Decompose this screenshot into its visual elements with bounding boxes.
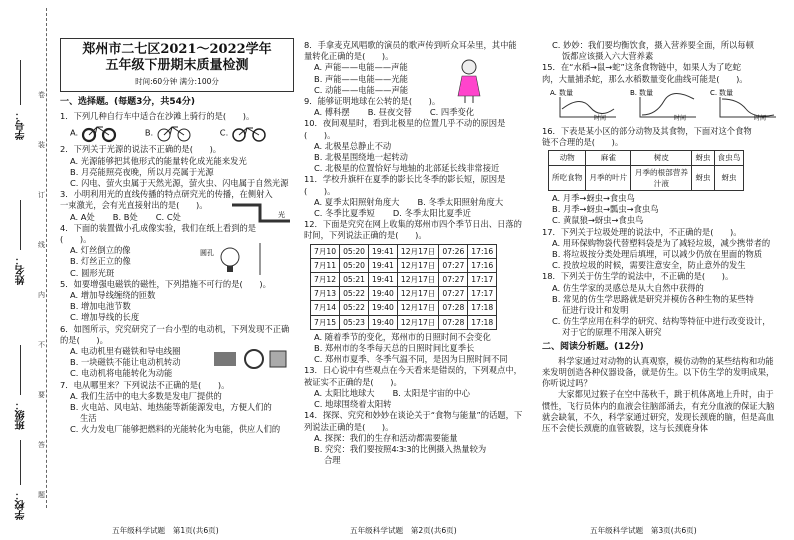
question-stem: 11．学校升旗杆在夏季的影长比冬季的影长短，原因是( )。 [304, 174, 506, 196]
food-table [548, 150, 744, 191]
binding-char: 线 [38, 241, 45, 249]
table-cell: 食虫鸟 [714, 151, 744, 165]
question-stem: ( )。 [304, 129, 336, 140]
question-stem: 14．探探、究究和妙妙在谈论关于“食物与能量”的话题，下 [304, 410, 523, 421]
graph-option-a[interactable] [550, 87, 620, 124]
option-b[interactable]: B. 究究：我们要按照4∶3∶3的比例摄入热量较为 [314, 443, 487, 454]
question-stem: 15．在“水稻→鼠→蛇”这条食物链中，如果人为了吃蛇 [542, 62, 741, 73]
binding-char: 题 [38, 491, 45, 499]
option-b-cont: 合理 [324, 455, 341, 466]
binding-char: 要 [38, 391, 45, 399]
bicycle-icon [231, 123, 267, 143]
svg-text:数量: 数量 [719, 88, 733, 97]
question-stem: 8．手拿麦克风唱歌的演员的歌声传到听众耳朵里，其中能 [304, 40, 517, 50]
table-cell: 12月17日 [397, 258, 439, 272]
table-cell: 19:40 [368, 315, 397, 329]
option-c[interactable]: C. 火力发电厂能够把燃料的光能转化为电能，供应人们的 [70, 424, 281, 435]
class-line[interactable] [20, 345, 21, 395]
question-1 [60, 111, 292, 144]
option-c[interactable]: C. 北极星的位置恰好与地轴的北部延长线非常接近 [314, 163, 500, 174]
graph-option-b[interactable] [630, 87, 700, 124]
table-cell: 树皮 [631, 151, 692, 165]
option-a[interactable]: A. 用环保购物袋代替塑料袋是为了减轻垃圾，减少携带者的 [552, 237, 771, 248]
table-header-row [549, 151, 744, 165]
question-4 [60, 223, 292, 279]
table-cell: 07:27 [439, 258, 468, 272]
table-cell: 17:18 [468, 301, 497, 315]
exam-title-box [60, 38, 294, 92]
question-stem: 被证实不正确的是( )。 [304, 376, 402, 387]
table-cell: 月季的叶片 [586, 165, 631, 190]
option-c[interactable]: C. 闪电、萤火虫属于天然光源，萤火虫、闪电属于自然光源 [70, 178, 289, 189]
option-b-cont: 征进行设计和发明 [562, 305, 629, 316]
table-row [311, 315, 497, 329]
option-c[interactable]: C. 冬季比夏季短 [314, 208, 375, 219]
svg-text:数量: 数量 [559, 88, 573, 97]
option-a[interactable]: A. 电动机里有磁铁和导电线圈 [70, 346, 181, 357]
question-6 [60, 324, 292, 380]
cut-line [46, 8, 47, 508]
option-d[interactable]: D. 冬季太阳比夏季近 [392, 208, 471, 219]
question-stem: 13．日心说中有些观点在今天看来是错误的，下列观点中， [304, 365, 522, 376]
option-c[interactable]: C. [220, 123, 267, 143]
binding-strip [0, 0, 54, 540]
question-stem: 12．下面是究究在网上收集的郑州市四个季节日出、日落的 [304, 219, 522, 230]
option-b[interactable]: B. 北极星围绕地一起转动 [314, 152, 408, 163]
option-a[interactable]: A. 随着季节的变化，郑州市的日照时间不会变化 [314, 331, 491, 342]
option-a[interactable]: A. 傅科摆 [314, 107, 350, 118]
question-5 [60, 279, 292, 324]
table-cell: 12月17日 [397, 301, 439, 315]
table-row [549, 165, 744, 190]
bicycle-icon [81, 123, 117, 143]
table-cell: 12月17日 [397, 244, 439, 258]
table-cell: 07:27 [439, 273, 468, 287]
question-stem: 链不合理的是( )。 [542, 137, 624, 148]
exam-subtitle: 五年级下册期末质量检测 [105, 58, 249, 73]
option-c[interactable]: C. 动能——电能——声能 [314, 84, 409, 95]
option-b[interactable]: B. 昼夜交替 [367, 107, 412, 118]
table-cell: 17:16 [468, 258, 497, 272]
question-stem: 一束激光，会有光直接射出的是( )。 [60, 200, 208, 211]
question-11 [304, 174, 528, 219]
question-2 [60, 144, 292, 189]
option-b[interactable]: B. [145, 123, 192, 143]
option-b[interactable]: B. 将垃圾按分类处理后填埋，可以减少仍放在里面的物质 [552, 249, 763, 260]
question-18 [542, 271, 782, 338]
table-cell: 07:27 [439, 287, 468, 301]
option-a[interactable]: A. 增加导线缠绕的匝数 [70, 290, 156, 301]
table-cell: 19:41 [368, 244, 397, 258]
page-footer-1: 五年级科学试题 第1页(共6页) [112, 526, 219, 535]
table-cell: 05:22 [340, 287, 369, 301]
option-b[interactable]: B. 灯丝正立的像 [70, 256, 131, 267]
option-b[interactable]: B. 增加电池节数 [70, 301, 131, 312]
option-c-cont: 对于它的原理不用深入研究 [562, 327, 662, 338]
binding-char: 订 [38, 191, 45, 199]
table-cell: 12月17日 [397, 273, 439, 287]
question-10 [304, 118, 528, 174]
table-cell: 05:22 [340, 301, 369, 315]
column-2 [304, 40, 528, 466]
graph-option-c[interactable] [710, 87, 780, 124]
column-3 [542, 40, 782, 434]
exam-title: 郑州市二七区2021～2022学年 [82, 42, 272, 57]
option-c[interactable]: C. 投放垃圾的时候，需要注意安全，防止意外的发生 [552, 260, 746, 271]
table-cell: 月季的根部营养汁液 [631, 165, 692, 190]
option-c[interactable]: C. 仿生学应用在科学的研究、结构等特征中进行改变设计， [552, 316, 771, 327]
table-cell: 07:28 [439, 315, 468, 329]
table-cell: 17:16 [468, 244, 497, 258]
question-15 [542, 62, 782, 124]
option-b[interactable]: B. 月亮能照亮夜晚，所以月亮属于光源 [70, 166, 214, 177]
option-a[interactable]: A. A处 [70, 211, 95, 222]
question-12 [304, 219, 528, 365]
sunrise-table [310, 244, 497, 330]
student-number-line[interactable] [20, 60, 21, 105]
beam-label: 光 [278, 211, 285, 220]
table-row [311, 287, 497, 301]
table-cell: 7月14 [311, 301, 340, 315]
question-stem: 5．如要增强电磁铁的磁性，下列措施不可行的是( )。 [60, 278, 271, 289]
option-a[interactable]: A. 北极星总静止不动 [314, 140, 392, 151]
exam-meta: 时间:60分钟 满分:100分 [135, 77, 219, 86]
option-b[interactable]: B. 冬季太阳照射角度大 [417, 196, 504, 207]
question-9 [304, 96, 528, 118]
option-b[interactable]: B. 月季→蚜虫→瓢虫→食虫鸟 [552, 204, 659, 215]
table-cell: 17:17 [468, 287, 497, 301]
question-stem: 7．电从哪里来？下列说法不正确的是( )。 [60, 379, 230, 390]
option-a[interactable]: A. 光源能够把其他形式的能量转化成光能来发光 [70, 155, 247, 166]
section-title: 二、阅读分析题。(12分) [542, 341, 644, 352]
svg-text:B.: B. [630, 88, 638, 97]
option-b[interactable]: B. B处 [112, 211, 138, 222]
question-stem: 列说法正确的是( )。 [304, 421, 394, 432]
question-stem: 9．能够证明地球在公转的是( )。 [304, 96, 441, 107]
svg-text:时间: 时间 [754, 114, 767, 121]
option-a[interactable]: A. 探探：我们的生存和活动都需要能量 [314, 432, 458, 443]
school-line[interactable] [20, 440, 21, 485]
table-cell: 17:18 [468, 315, 497, 329]
student-name-label: 姓名： [16, 255, 27, 285]
option-c[interactable]: C. 增加导线的长度 [70, 312, 140, 323]
option-a[interactable]: A. 我们生活中的电大多数是发电厂提供的 [70, 390, 222, 401]
reading-passage: 大家都见过猴子在空中荡秋千，跳于机体离地上升时，由于惯性，飞行员体内的血液会往脑部涌去，有充分血液的保证大脑就会缺氧，不久，科学家通过研究，发现长颈鹿的脑，但是高血压不会使长颈鹿的血管破裂，这与长颈鹿身体 [542, 389, 775, 434]
option-b[interactable]: B. 一块磁铁不能让电动机转动 [70, 357, 181, 368]
binding-char: 不 [38, 341, 45, 349]
question-3 [60, 189, 292, 223]
question-stem: 时间，下列说法正确的是( )。 [304, 230, 427, 241]
option-a[interactable]: A. 夏季太阳照射角度大 [314, 196, 400, 207]
table-cell: 19:40 [368, 287, 397, 301]
bicycle-icon [156, 123, 192, 143]
option-c[interactable]: C. 电动机将电能转化为动能 [70, 368, 173, 379]
option-c[interactable]: C. 黄鼠狼→蚜虫→食虫鸟 [552, 215, 644, 226]
question-stem: 量转化正确的是( )。 [304, 51, 394, 62]
binding-char: 装 [38, 141, 45, 149]
option-b-cont: 生活 [80, 413, 97, 424]
table-cell: 19:41 [368, 258, 397, 272]
table-cell: 麻雀 [586, 151, 631, 165]
question-stem: 3．小明利用光的直线传播的特点研究光的传播，在侧射入 [60, 189, 273, 200]
table-cell: 17:17 [468, 273, 497, 287]
column-1 [60, 94, 292, 436]
option-b[interactable]: B. 郑州市的冬季每天总的日照时间比夏季长 [314, 343, 475, 354]
pinhole-label: 圆孔 [200, 248, 214, 257]
option-a[interactable]: A. 声能——电能——声能 [314, 62, 408, 73]
option-a[interactable]: A. 太阳比地球大 [314, 387, 375, 398]
table-cell: 05:23 [340, 315, 369, 329]
section-title: 一、选择题。(每题3分，共54分) [60, 97, 196, 107]
table-cell: 05:20 [340, 244, 369, 258]
svg-text:时间: 时间 [594, 114, 607, 121]
option-b[interactable]: B. 太阳是宇宙的中心 [392, 387, 470, 398]
table-cell: 05:20 [340, 258, 369, 272]
table-cell: 19:40 [368, 301, 397, 315]
page-footer-2: 五年级科学试题 第2页(共6页) [350, 526, 457, 535]
question-stem: 10．夜间观星时，看到北极星的位置几乎不动的原因是 [304, 118, 506, 129]
table-cell: 7月12 [311, 273, 340, 287]
table-row [311, 301, 497, 315]
singer-icon [454, 58, 484, 104]
option-b[interactable]: B. 火电站、风电站、地热能等新能源发电，方便人们的 [70, 402, 272, 413]
table-row [311, 258, 497, 272]
svg-text:A.: A. [550, 88, 557, 97]
question-stem: 4．下面的装置做小孔成像实验，我们在纸上看到的是 [60, 222, 257, 233]
question-stem: 2．下列关于光源的说法不正确的是( )。 [60, 144, 222, 155]
question-17 [542, 227, 782, 272]
table-cell: 蚜虫 [692, 165, 714, 190]
table-cell: 蚜虫 [692, 151, 714, 165]
table-cell: 所吃食物 [549, 165, 586, 190]
table-cell: 7月11 [311, 258, 340, 272]
question-8 [304, 40, 528, 96]
option-c[interactable]: C. C处 [155, 211, 181, 222]
student-number-label: 学号： [16, 110, 27, 140]
option-a[interactable]: A. [70, 123, 117, 143]
table-cell: 12月17日 [397, 287, 439, 301]
pinhole-diagram [160, 243, 290, 277]
question-stem: 6．如图所示，究究研究了一台小型的电动机，下列发现不正确 [60, 323, 290, 334]
svg-text:数量: 数量 [639, 88, 653, 97]
option-c[interactable]: C. 郑州市夏季、冬季气温不同，是因为日照时间不同 [314, 354, 508, 365]
option-a[interactable]: A. 灯丝倒立的像 [70, 245, 131, 256]
table-cell: 7月10 [311, 244, 340, 258]
binding-char: 卷 [38, 91, 45, 99]
option-c[interactable]: C. 圆形光斑 [70, 267, 115, 278]
question-stem: 17．下列关于垃圾处理的说法中，不正确的是( )。 [542, 226, 742, 237]
table-cell: 7月15 [311, 315, 340, 329]
page-footer-3: 五年级科学试题 第3页(共6页) [590, 526, 697, 535]
svg-text:时间: 时间 [674, 114, 687, 121]
student-name-line[interactable] [20, 200, 21, 250]
table-cell: 07:26 [439, 244, 468, 258]
option-a[interactable]: A. 仿生学家的灵感总是从大自然中获得的 [552, 282, 704, 293]
table-cell: 19:41 [368, 273, 397, 287]
motor-parts-icon [210, 346, 290, 372]
table-cell: 7月13 [311, 287, 340, 301]
question-16 [542, 126, 782, 227]
question-14-option-c[interactable]: C. 妙妙：我们要均衡饮食，摄入营养要全面，所以每顿 [552, 40, 754, 50]
question-stem: 1．下列几种自行车中适合在沙滩上骑行的是( )。 [60, 111, 255, 122]
table-cell: 动物 [549, 151, 586, 165]
binding-char: 答 [38, 441, 45, 449]
question-stem: 肉，大量捕杀蛇，那么水稻数量变化曲线可能是( )。 [542, 73, 748, 84]
question-stem: 的是( )。 [60, 334, 108, 345]
table-cell: 07:28 [439, 301, 468, 315]
reading-passage: 科学家通过对动物的认真观察，模仿动物的某些结构和功能来发明创造各种仪器设备，就是仿生。以下仿生学的发明成果，你听说过吗？ [542, 355, 775, 389]
option-c[interactable]: C. 地球围绕着太阳转 [314, 399, 392, 410]
table-cell: 12月17日 [397, 315, 439, 329]
question-7 [60, 380, 292, 436]
class-label: 班级： [16, 400, 27, 430]
binding-char: 内 [38, 291, 45, 299]
option-b[interactable]: B. 常见的仿生学思路就是研究并模仿各种生物的某些特 [552, 293, 754, 304]
table-row [311, 244, 497, 258]
option-c-cont: 饭都应该摄入六大营养素 [562, 51, 654, 62]
question-14 [304, 410, 528, 466]
option-c[interactable]: C. 四季变化 [429, 107, 475, 118]
option-b[interactable]: B. 声能——电能——光能 [314, 73, 408, 84]
option-a[interactable]: A. 月季→蚜虫→食虫鸟 [552, 193, 635, 204]
table-cell: 蚜虫 [714, 165, 744, 190]
school-label: 学校： [16, 490, 27, 520]
question-stem: 16．下表是某小区的部分动物及其食物，下面对这个食物 [542, 126, 752, 137]
table-row [311, 273, 497, 287]
question-stem: 18．下列关于仿生学的说法中，不正确的是( )。 [542, 271, 734, 282]
question-stem: ( )。 [60, 234, 92, 245]
table-cell: 05:21 [340, 273, 369, 287]
question-13 [304, 365, 528, 410]
svg-text:C.: C. [710, 88, 718, 97]
